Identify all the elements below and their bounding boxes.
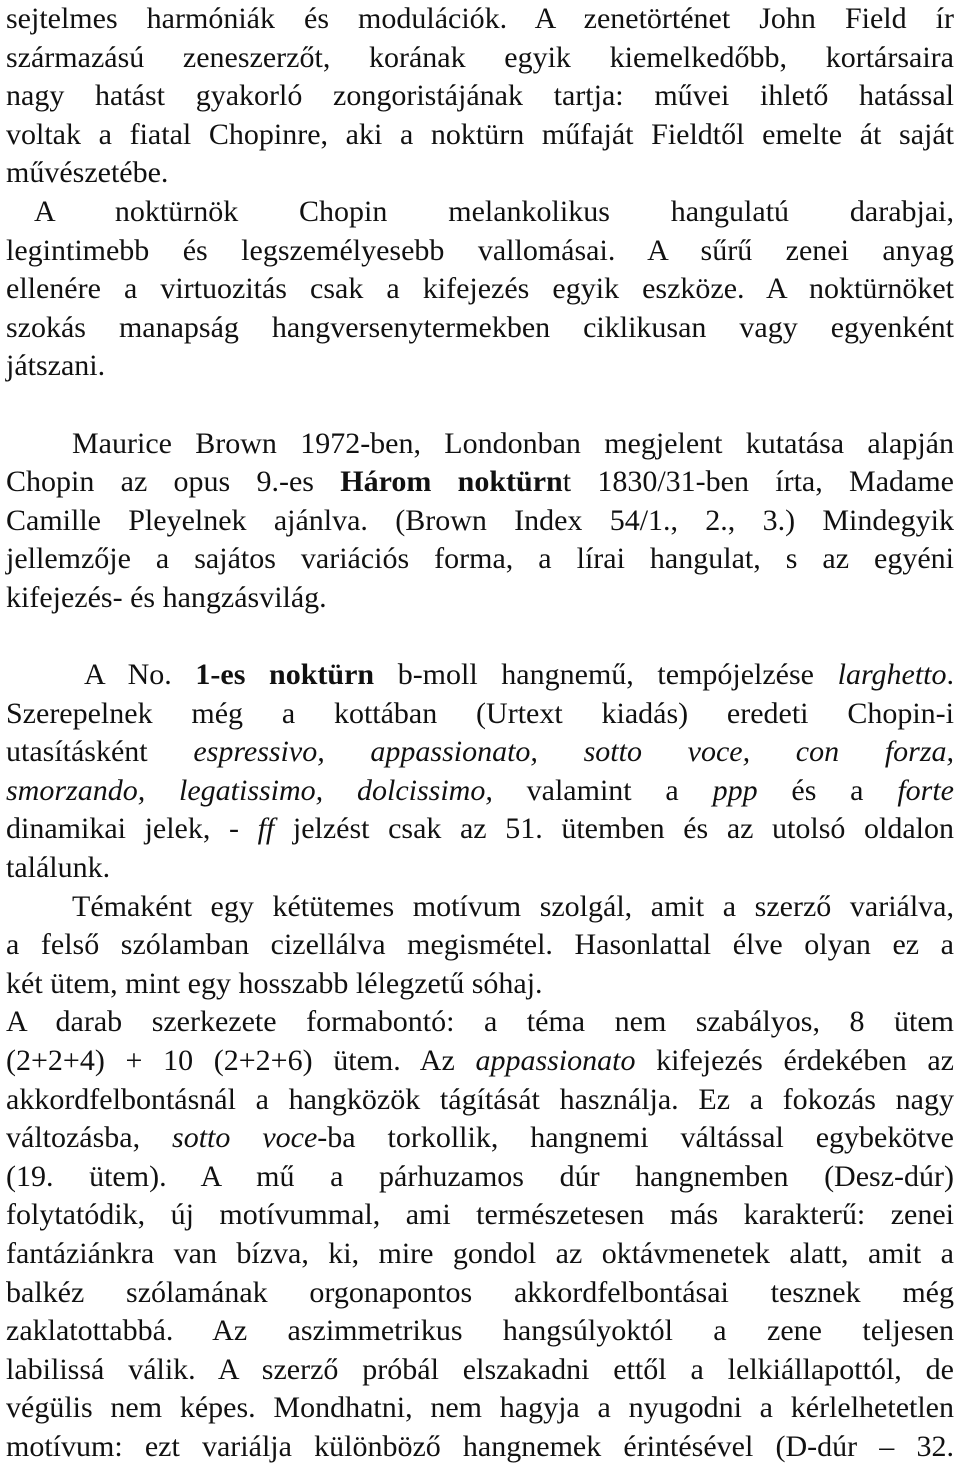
text-line <box>6 425 954 464</box>
text-line <box>6 502 954 541</box>
text-segment: Témaként egy kétütemes motívum szolgál, amit a szerző variálva, <box>72 889 954 923</box>
text-line <box>6 116 954 155</box>
text-segment: találunk. <box>6 851 111 885</box>
text-line <box>6 1119 954 1158</box>
text-segment: játszani. <box>6 349 106 383</box>
text-segment: művészetébe. <box>6 156 169 190</box>
text-line <box>6 1003 954 1042</box>
text-segment: (19. ütem). A mű a párhuzamos dúr hangnemben (Desz-dúr) <box>6 1159 954 1193</box>
text-line <box>6 232 954 271</box>
italic-text: sotto voce <box>172 1121 318 1155</box>
text-line <box>6 347 954 386</box>
text-line <box>6 733 954 772</box>
bold-text: 1-es noktürn <box>195 658 375 692</box>
text-segment: valamint a <box>492 773 713 807</box>
text-line <box>6 540 954 579</box>
paragraph-gap <box>6 386 954 425</box>
document-page <box>6 0 954 1467</box>
text-line <box>6 1196 954 1235</box>
text-segment: A No. <box>84 658 196 692</box>
text-line <box>6 849 954 888</box>
text-segment: A noktürnök Chopin melankolikus hangulatú darabjai, <box>34 194 954 228</box>
text-segment: a felső szólamban cizellálva megismétel. Hasonlattal élve olyan ez a <box>6 928 954 962</box>
text-segment: t 1830/31-ben írta, Madame <box>562 465 954 499</box>
text-line <box>6 888 954 927</box>
text-line <box>6 772 954 811</box>
bold-text: Három noktürn <box>340 465 563 499</box>
text-line <box>6 463 954 502</box>
text-line <box>6 1274 954 1313</box>
text-line <box>6 0 954 39</box>
text-segment: Maurice Brown 1972-ben, Londonban megjelent kutatása alapján <box>72 426 954 460</box>
text-segment: változásba, <box>6 1121 173 1155</box>
text-line <box>6 1081 954 1120</box>
text-segment: Camille Pleyelnek ajánlva. (Brown Index 54/1., 2., 3.) Mindegyik <box>6 503 954 537</box>
italic-text: ff <box>257 812 275 846</box>
text-segment: balkéz szólamának orgonapontos akkordfelbontásai tesznek még <box>6 1275 954 1309</box>
text-segment: -ba torkollik, hangnemi váltással egybekötve <box>317 1121 954 1155</box>
text-segment: ellenére a virtuozitás csak a kifejezés egyik eszköze. A noktürnöket <box>6 272 954 306</box>
text-line <box>6 39 954 78</box>
text-segment: szokás manapság hangversenytermekben ciklikusan vagy egyenként <box>6 310 954 344</box>
text-line <box>6 270 954 309</box>
text-line <box>6 1042 954 1081</box>
italic-text: larghetto <box>837 658 947 692</box>
text-segment: és a <box>757 773 898 807</box>
text-line <box>6 1158 954 1197</box>
italic-text: espressivo, appassionato, sotto voce, con forza, <box>193 735 954 769</box>
text-segment: folytatódik, új motívummal, ami természetesen más karakterű: zenei <box>6 1198 954 1232</box>
text-line <box>6 1312 954 1351</box>
paragraph-gap <box>6 618 954 657</box>
text-line <box>6 579 954 618</box>
text-line <box>6 965 954 1004</box>
text-line <box>6 77 954 116</box>
text-segment: végülis nem képes. Mondhatni, nem hagyja a nyugodni a kérlelhetetlen <box>6 1391 954 1425</box>
text-segment: (2+2+4) + 10 (2+2+6) ütem. Az <box>6 1044 476 1078</box>
italic-text: smorzando, legatissimo, dolcissimo, <box>6 773 493 807</box>
text-segment: Szerepelnek még a kottában (Urtext kiadás) eredeti Chopin-i <box>6 696 954 730</box>
text-segment: A darab szerkezete formabontó: a téma nem szabályos, 8 ütem <box>6 1005 954 1039</box>
text-segment: legintimebb és legszemélyesebb vallomásai. A sűrű zenei anyag <box>6 233 954 267</box>
text-line <box>6 695 954 734</box>
text-segment: fantáziánkra van bízva, ki, mire gondol az oktávmenetek alatt, amit a <box>6 1237 954 1270</box>
text-line <box>6 810 954 849</box>
text-segment: jellemzője a sajátos variációs forma, a lírai hangulat, s az egyéni <box>6 542 954 576</box>
text-line <box>6 309 954 348</box>
text-segment: akkordfelbontásnál a hangközök tágítását használja. Ez a fokozás nagy <box>6 1082 954 1116</box>
text-line <box>6 193 954 232</box>
text-line <box>6 1389 954 1428</box>
text-segment: . <box>946 658 954 692</box>
text-segment: utasításként <box>6 735 194 769</box>
italic-text: ppp <box>712 773 758 807</box>
text-segment: kifejezés- és hangzásvilág. <box>6 580 327 614</box>
text-segment: zaklatottabbá. Az aszimmetrikus hangsúlyoktól a zene teljesen <box>6 1314 954 1348</box>
text-segment: motívum: ezt variálja különböző hangnemek érintésével (D-dúr – 32. <box>6 1429 954 1463</box>
text-line <box>6 656 954 695</box>
text-segment: voltak a fiatal Chopinre, aki a noktürn műfaját Fieldtől emelte át saját <box>6 117 954 151</box>
text-line <box>6 1235 954 1274</box>
text-segment: sejtelmes harmóniák és modulációk. A zenetörténet John Field ír <box>6 2 954 35</box>
text-segment: jelzést csak az 51. ütemben és az utolsó oldalon <box>274 812 954 846</box>
text-line <box>6 1351 954 1390</box>
text-line <box>6 1428 954 1467</box>
text-line <box>6 154 954 193</box>
text-segment: Chopin az opus 9.-es <box>6 465 341 499</box>
text-segment: kifejezés érdekében az <box>635 1044 955 1078</box>
text-segment: dinamikai jelek, - <box>6 812 258 846</box>
italic-text: forte <box>897 773 954 807</box>
text-segment: származású zeneszerzőt, korának egyik kiemelkedőbb, kortársaira <box>6 40 954 74</box>
italic-text: appassionato <box>475 1044 636 1078</box>
text-segment: b-moll hangnemű, tempójelzése <box>374 658 838 692</box>
text-segment: két ütem, mint egy hosszabb lélegzetű sóhaj. <box>6 966 543 1000</box>
text-segment: nagy hatást gyakorló zongoristájának tartja: művei ihlető hatással <box>6 79 954 113</box>
text-segment: labilissá válik. A szerző próbál elszakadni ettől a lelkiállapottól, de <box>6 1352 954 1386</box>
text-line <box>6 926 954 965</box>
